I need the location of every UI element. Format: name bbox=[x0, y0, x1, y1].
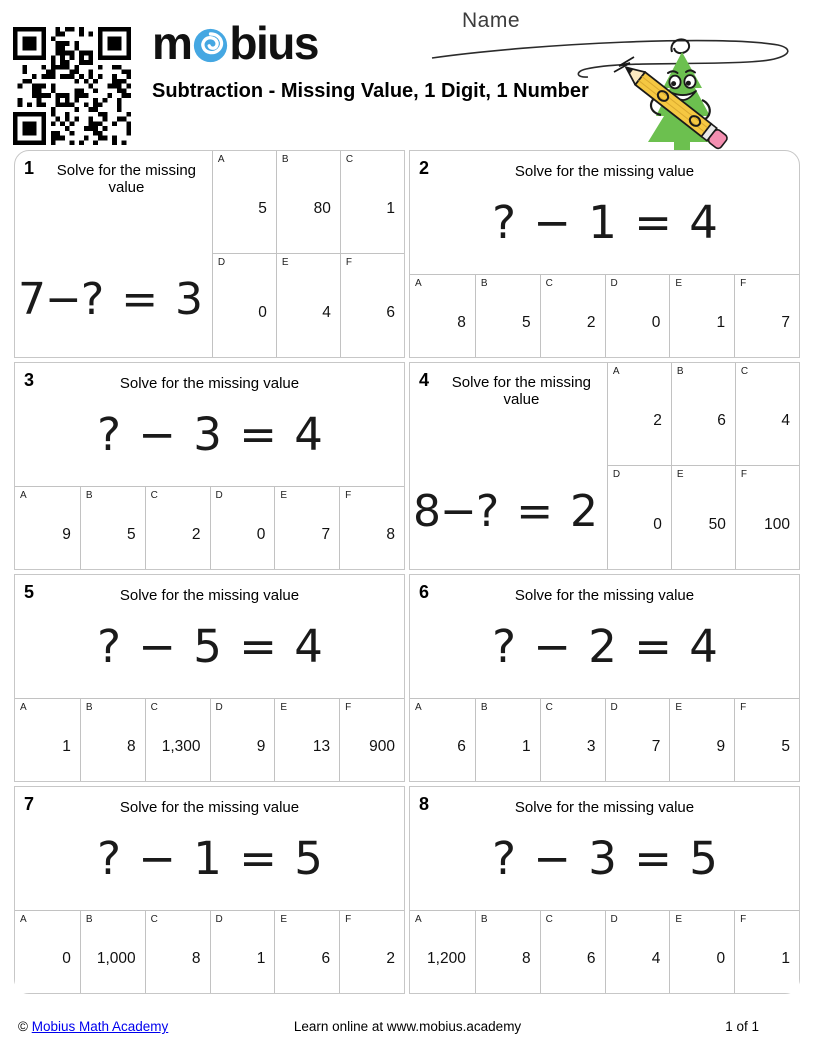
answer-cell-C bbox=[540, 275, 605, 357]
answer-cell-A bbox=[212, 151, 276, 254]
answer-letter: B bbox=[85, 490, 93, 501]
answer-value: 9 bbox=[62, 526, 71, 543]
answer-value: 0 bbox=[258, 303, 267, 321]
answer-cell-C bbox=[145, 911, 210, 993]
problem-instruction: Solve for the missing value bbox=[56, 162, 197, 196]
answer-cell-B bbox=[475, 699, 540, 781]
answer-letter: F bbox=[740, 914, 747, 925]
problem-card-5 bbox=[14, 574, 405, 782]
page-indicator: 1 of 1 bbox=[725, 1019, 759, 1034]
answer-cell-D bbox=[605, 699, 670, 781]
answer-cell-C bbox=[540, 911, 605, 993]
answer-letter: F bbox=[740, 278, 747, 289]
answer-value: 6 bbox=[321, 950, 331, 967]
problem-top bbox=[15, 787, 404, 910]
problem-card-4 bbox=[409, 362, 800, 570]
answer-value: 1,300 bbox=[161, 738, 201, 755]
answer-cell-B bbox=[671, 363, 735, 466]
answer-value: 8 bbox=[191, 950, 201, 967]
answer-cell-F bbox=[340, 254, 404, 357]
answer-letter: F bbox=[740, 702, 747, 713]
answer-value: 0 bbox=[653, 515, 662, 533]
copyright-symbol: © bbox=[18, 1019, 28, 1034]
answer-cell-C bbox=[340, 151, 404, 254]
answer-value: 2 bbox=[386, 950, 395, 967]
answer-cell-B bbox=[80, 487, 145, 569]
answer-letter: E bbox=[280, 490, 287, 501]
answer-value: 1 bbox=[386, 200, 395, 217]
answer-letter: F bbox=[345, 257, 353, 268]
answer-letter: E bbox=[280, 702, 287, 713]
problem-top bbox=[410, 575, 799, 698]
answer-value: 3 bbox=[586, 738, 596, 755]
answer-letter: B bbox=[281, 154, 289, 165]
answer-letter: D bbox=[215, 702, 223, 713]
problem-instruction: Solve for the missing value bbox=[514, 163, 695, 180]
answer-value: 5 bbox=[127, 526, 136, 543]
answer-letter: D bbox=[610, 914, 618, 925]
answer-value: 6 bbox=[717, 412, 726, 429]
problem-equation: 8−? = 2 bbox=[413, 486, 598, 537]
answer-letter: B bbox=[676, 366, 684, 377]
answer-cell-F bbox=[734, 275, 799, 357]
answer-cell-A bbox=[15, 911, 80, 993]
problem-card-1 bbox=[14, 150, 405, 358]
answer-value: 8 bbox=[127, 738, 136, 755]
problem-number: 6 bbox=[419, 582, 430, 602]
answer-cell-B bbox=[80, 911, 145, 993]
answer-cell-E bbox=[669, 911, 734, 993]
answer-value: 7 bbox=[651, 738, 661, 755]
answer-value: 900 bbox=[369, 738, 395, 755]
answer-value: 6 bbox=[457, 738, 466, 755]
problem-left bbox=[410, 363, 607, 569]
answer-letter: D bbox=[610, 702, 618, 713]
answer-cell-E bbox=[274, 699, 339, 781]
logo-text-pre: m bbox=[152, 17, 192, 69]
problem-number: 1 bbox=[24, 158, 35, 178]
problem-card-7 bbox=[14, 786, 405, 994]
answer-value: 1 bbox=[522, 738, 531, 755]
problem-card-8 bbox=[409, 786, 800, 994]
answer-options bbox=[15, 698, 404, 781]
footer-center-text: Learn online at www.mobius.academy bbox=[293, 1019, 522, 1034]
problem-card-3 bbox=[14, 362, 405, 570]
answer-letter: D bbox=[215, 914, 223, 925]
logo-o-swirl-icon bbox=[192, 27, 229, 64]
answer-cell-C bbox=[145, 487, 210, 569]
problem-card-2 bbox=[409, 150, 800, 358]
answer-cell-C bbox=[145, 699, 210, 781]
problem-number: 2 bbox=[419, 158, 430, 178]
answer-cell-E bbox=[671, 466, 735, 569]
answer-letter: A bbox=[612, 366, 620, 377]
answer-cell-F bbox=[339, 487, 404, 569]
squiggle-curl bbox=[671, 39, 689, 53]
answer-value: 1 bbox=[62, 738, 71, 755]
answer-letter: C bbox=[150, 914, 158, 925]
answer-cell-E bbox=[274, 487, 339, 569]
answer-cell-D bbox=[210, 911, 275, 993]
problem-number: 3 bbox=[24, 370, 35, 390]
answer-letter: D bbox=[610, 278, 618, 289]
answer-value: 4 bbox=[322, 303, 331, 321]
answer-letter: D bbox=[612, 469, 621, 480]
answer-cell-A bbox=[607, 363, 671, 466]
answer-letter: B bbox=[480, 702, 488, 713]
answer-letter: A bbox=[415, 914, 422, 925]
header bbox=[0, 0, 815, 150]
answer-value: 1 bbox=[781, 950, 790, 967]
tree-trunk bbox=[674, 142, 690, 150]
answer-cell-A bbox=[15, 699, 80, 781]
answer-letter: A bbox=[217, 154, 225, 165]
worksheet-title: Subtraction - Missing Value, 1 Digit, 1 Number bbox=[152, 80, 589, 102]
answer-value: 6 bbox=[586, 950, 596, 967]
answer-letter: B bbox=[85, 702, 93, 713]
problem-equation: ? − 1 = 4 bbox=[492, 196, 717, 249]
problem-instruction: Solve for the missing value bbox=[451, 374, 592, 408]
logo-text-post: bius bbox=[229, 17, 318, 69]
answer-value: 100 bbox=[764, 515, 790, 533]
problem-equation: ? − 5 = 4 bbox=[97, 620, 322, 673]
answer-letter: B bbox=[85, 914, 93, 925]
problem-equation: ? − 3 = 4 bbox=[97, 408, 322, 461]
answer-cell-C bbox=[735, 363, 799, 466]
problem-instruction: Solve for the missing value bbox=[119, 799, 300, 816]
answer-options bbox=[607, 363, 799, 569]
answer-value: 9 bbox=[256, 738, 266, 755]
answer-letter: C bbox=[545, 914, 553, 925]
answer-value: 13 bbox=[312, 738, 331, 755]
answer-value: 7 bbox=[781, 314, 790, 331]
problem-number: 5 bbox=[24, 582, 35, 602]
answer-value: 2 bbox=[653, 412, 662, 429]
answer-cell-D bbox=[607, 466, 671, 569]
answer-letter: E bbox=[675, 702, 682, 713]
answer-value: 1 bbox=[716, 314, 726, 331]
answer-value: 2 bbox=[586, 314, 596, 331]
answer-cell-D bbox=[210, 699, 275, 781]
problem-instruction: Solve for the missing value bbox=[514, 799, 695, 816]
answer-cell-E bbox=[274, 911, 339, 993]
copyright-line bbox=[18, 1019, 168, 1034]
problem-left bbox=[15, 151, 212, 357]
answer-letter: F bbox=[345, 702, 352, 713]
answer-value: 0 bbox=[256, 526, 266, 543]
answer-value: 7 bbox=[321, 526, 331, 543]
answer-value: 9 bbox=[716, 738, 726, 755]
answer-cell-A bbox=[410, 911, 475, 993]
answer-letter: C bbox=[345, 154, 354, 165]
answer-value: 0 bbox=[716, 950, 726, 967]
answer-value: 5 bbox=[522, 314, 531, 331]
problem-equation: ? − 3 = 5 bbox=[492, 832, 717, 885]
answer-value: 0 bbox=[651, 314, 661, 331]
answer-cell-D bbox=[212, 254, 276, 357]
answer-letter: B bbox=[480, 914, 488, 925]
answer-cell-F bbox=[734, 911, 799, 993]
answer-letter: E bbox=[675, 278, 682, 289]
answer-value: 1,000 bbox=[96, 950, 136, 967]
name-label: Name bbox=[462, 9, 521, 32]
answer-letter: A bbox=[415, 702, 422, 713]
answer-letter: E bbox=[280, 914, 287, 925]
answer-options bbox=[212, 151, 404, 357]
answer-letter: D bbox=[217, 257, 226, 268]
answer-cell-E bbox=[276, 254, 340, 357]
problem-number: 4 bbox=[419, 370, 430, 390]
answer-letter: A bbox=[20, 914, 27, 925]
problems-grid bbox=[14, 150, 800, 994]
answer-cell-D bbox=[605, 275, 670, 357]
answer-cell-F bbox=[735, 466, 799, 569]
answer-letter: F bbox=[345, 914, 352, 925]
answer-letter: C bbox=[740, 366, 749, 377]
answer-cell-B bbox=[475, 275, 540, 357]
answer-letter: A bbox=[415, 278, 422, 289]
answer-options bbox=[15, 910, 404, 993]
answer-letter: B bbox=[480, 278, 488, 289]
answer-letter: C bbox=[150, 702, 158, 713]
answer-cell-B bbox=[80, 699, 145, 781]
answer-letter: C bbox=[150, 490, 158, 501]
answer-cell-F bbox=[339, 911, 404, 993]
answer-value: 2 bbox=[191, 526, 201, 543]
answer-options bbox=[15, 486, 404, 569]
answer-cell-D bbox=[605, 911, 670, 993]
answer-value: 4 bbox=[781, 412, 790, 429]
answer-value: 50 bbox=[708, 515, 726, 533]
problem-top bbox=[410, 787, 799, 910]
answer-cell-A bbox=[410, 275, 475, 357]
answer-value: 8 bbox=[386, 526, 395, 543]
answer-letter: D bbox=[215, 490, 223, 501]
problem-equation: ? − 2 = 4 bbox=[492, 620, 717, 673]
answer-cell-A bbox=[410, 699, 475, 781]
problem-instruction: Solve for the missing value bbox=[119, 375, 300, 392]
answer-letter: E bbox=[281, 257, 289, 268]
answer-value: 8 bbox=[522, 950, 531, 967]
answer-letter: C bbox=[545, 702, 553, 713]
answer-value: 5 bbox=[781, 738, 790, 755]
answer-letter: F bbox=[740, 469, 748, 480]
answer-value: 6 bbox=[386, 303, 395, 321]
problem-equation: ? − 1 = 5 bbox=[97, 832, 322, 885]
answer-value: 1 bbox=[256, 950, 266, 967]
problem-number: 8 bbox=[419, 794, 430, 814]
answer-cell-B bbox=[276, 151, 340, 254]
answer-cell-E bbox=[669, 275, 734, 357]
answer-cell-F bbox=[734, 699, 799, 781]
mascot-tree-pencil-icon bbox=[610, 36, 747, 150]
answer-value: 4 bbox=[651, 950, 661, 967]
answer-value: 0 bbox=[62, 950, 71, 967]
problem-card-6 bbox=[409, 574, 800, 782]
answer-letter: E bbox=[675, 914, 682, 925]
problem-top bbox=[15, 575, 404, 698]
answer-options bbox=[410, 910, 799, 993]
answer-cell-C bbox=[540, 699, 605, 781]
answer-options bbox=[410, 698, 799, 781]
problem-instruction: Solve for the missing value bbox=[514, 587, 695, 604]
mobius-academy-link[interactable]: Mobius Math Academy bbox=[31, 1019, 169, 1034]
problem-number: 7 bbox=[24, 794, 35, 814]
problem-top bbox=[15, 363, 404, 486]
answer-cell-E bbox=[669, 699, 734, 781]
answer-letter: F bbox=[345, 490, 352, 501]
answer-value: 80 bbox=[313, 200, 331, 217]
problem-instruction: Solve for the missing value bbox=[119, 587, 300, 604]
answer-value: 5 bbox=[258, 200, 267, 217]
answer-cell-F bbox=[339, 699, 404, 781]
answer-cell-B bbox=[475, 911, 540, 993]
footer bbox=[18, 1019, 797, 1034]
qr-code-icon bbox=[12, 27, 132, 145]
answer-cell-A bbox=[15, 487, 80, 569]
answer-letter: C bbox=[545, 278, 553, 289]
answer-options bbox=[410, 274, 799, 357]
answer-letter: A bbox=[20, 490, 27, 501]
answer-value: 8 bbox=[457, 314, 466, 331]
answer-letter: A bbox=[20, 702, 27, 713]
answer-cell-D bbox=[210, 487, 275, 569]
answer-letter: E bbox=[676, 469, 684, 480]
answer-value: 1,200 bbox=[427, 950, 466, 967]
problem-equation: 7−? = 3 bbox=[18, 274, 203, 325]
problem-top bbox=[410, 151, 799, 274]
